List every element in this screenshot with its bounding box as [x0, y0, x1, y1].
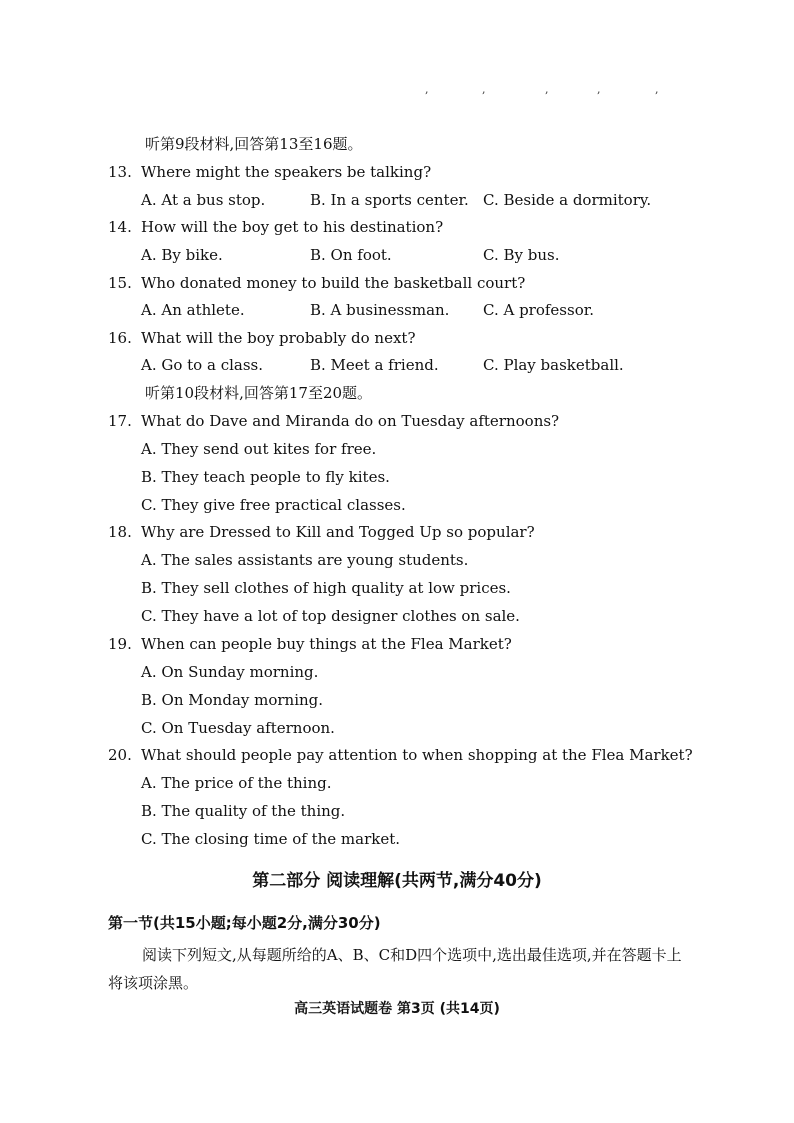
option-15-c: C. A professor.: [483, 301, 595, 319]
listening-section-10-heading: 听第10段材料,回答第17至20题。: [145, 384, 373, 402]
question-text: Where might the speakers be talking?: [141, 163, 432, 181]
option-15-a: A. An athlete.: [141, 301, 245, 319]
question-number: 16.: [108, 329, 132, 347]
option-20-b: B. The quality of the thing.: [141, 802, 346, 820]
top-marks: [0, 84, 794, 96]
top-mark: ,: [425, 83, 429, 96]
option-20-c: C. The closing time of the market.: [141, 830, 401, 848]
option-14-c: C. By bus.: [483, 246, 560, 264]
option-16-a: A. Go to a class.: [141, 356, 263, 374]
option-19-a: A. On Sunday morning.: [141, 663, 319, 681]
option-16-c: C. Play basketball.: [483, 356, 624, 374]
option-18-c: C. They have a lot of top designer clothes on sale.: [141, 607, 520, 625]
option-13-b: B. In a sports center.: [310, 191, 469, 209]
option-18-b: B. They sell clothes of high quality at low prices.: [141, 579, 511, 597]
option-13-c: C. Beside a dormitory.: [483, 191, 652, 209]
reading-instructions: 阅读下列短文,从每题所给的A、B、C和D四个选项中,选出最佳选项,并在答题卡上将该项涂黑。: [108, 946, 682, 992]
question-number: 15.: [108, 274, 132, 292]
question-number: 18.: [108, 523, 132, 541]
question-text: How will the boy get to his destination?: [141, 218, 444, 236]
option-14-a: A. By bike.: [141, 246, 223, 264]
question-number: 13.: [108, 163, 132, 181]
question-17: [108, 411, 559, 431]
page-footer: 高三英语试题卷 第3页 (共14页): [294, 1001, 500, 1017]
question-number: 20.: [108, 746, 132, 764]
question-text: Why are Dressed to Kill and Togged Up so popular?: [141, 523, 535, 541]
question-text: What do Dave and Miranda do on Tuesday afternoons?: [141, 412, 560, 430]
top-mark: ,: [655, 83, 659, 96]
question-20: [108, 745, 693, 765]
option-15-b: B. A businessman.: [310, 301, 450, 319]
option-13-a: A. At a bus stop.: [141, 191, 266, 209]
question-15: [108, 273, 525, 293]
listening-section-9-heading: 听第9段材料,回答第13至16题。: [145, 135, 363, 153]
section-one-title: 第一节(共15小题;每小题2分,满分30分): [108, 914, 381, 932]
question-13: [108, 162, 431, 182]
option-20-a: A. The price of the thing.: [141, 774, 332, 792]
option-16-b: B. Meet a friend.: [310, 356, 439, 374]
option-17-a: A. They send out kites for free.: [141, 440, 377, 458]
question-16: [108, 328, 415, 348]
question-number: 14.: [108, 218, 132, 236]
question-text: When can people buy things at the Flea Market?: [141, 635, 512, 653]
option-18-a: A. The sales assistants are young students.: [141, 551, 469, 569]
question-number: 17.: [108, 412, 132, 430]
question-text: What should people pay attention to when shopping at the Flea Market?: [141, 746, 693, 764]
part-two-title: 第二部分 阅读理解(共两节,满分40分): [252, 871, 542, 891]
option-19-b: B. On Monday morning.: [141, 691, 324, 709]
top-mark: ,: [597, 83, 601, 96]
top-mark: ,: [482, 83, 486, 96]
option-19-c: C. On Tuesday afternoon.: [141, 719, 335, 737]
question-text: Who donated money to build the basketball court?: [141, 274, 526, 292]
question-text: What will the boy probably do next?: [141, 329, 416, 347]
top-mark: ,: [545, 83, 549, 96]
option-17-c: C. They give free practical classes.: [141, 496, 406, 514]
question-14: [108, 217, 443, 237]
question-19: [108, 634, 512, 654]
option-14-b: B. On foot.: [310, 246, 392, 264]
question-18: [108, 522, 535, 542]
question-number: 19.: [108, 635, 132, 653]
option-17-b: B. They teach people to fly kites.: [141, 468, 390, 486]
